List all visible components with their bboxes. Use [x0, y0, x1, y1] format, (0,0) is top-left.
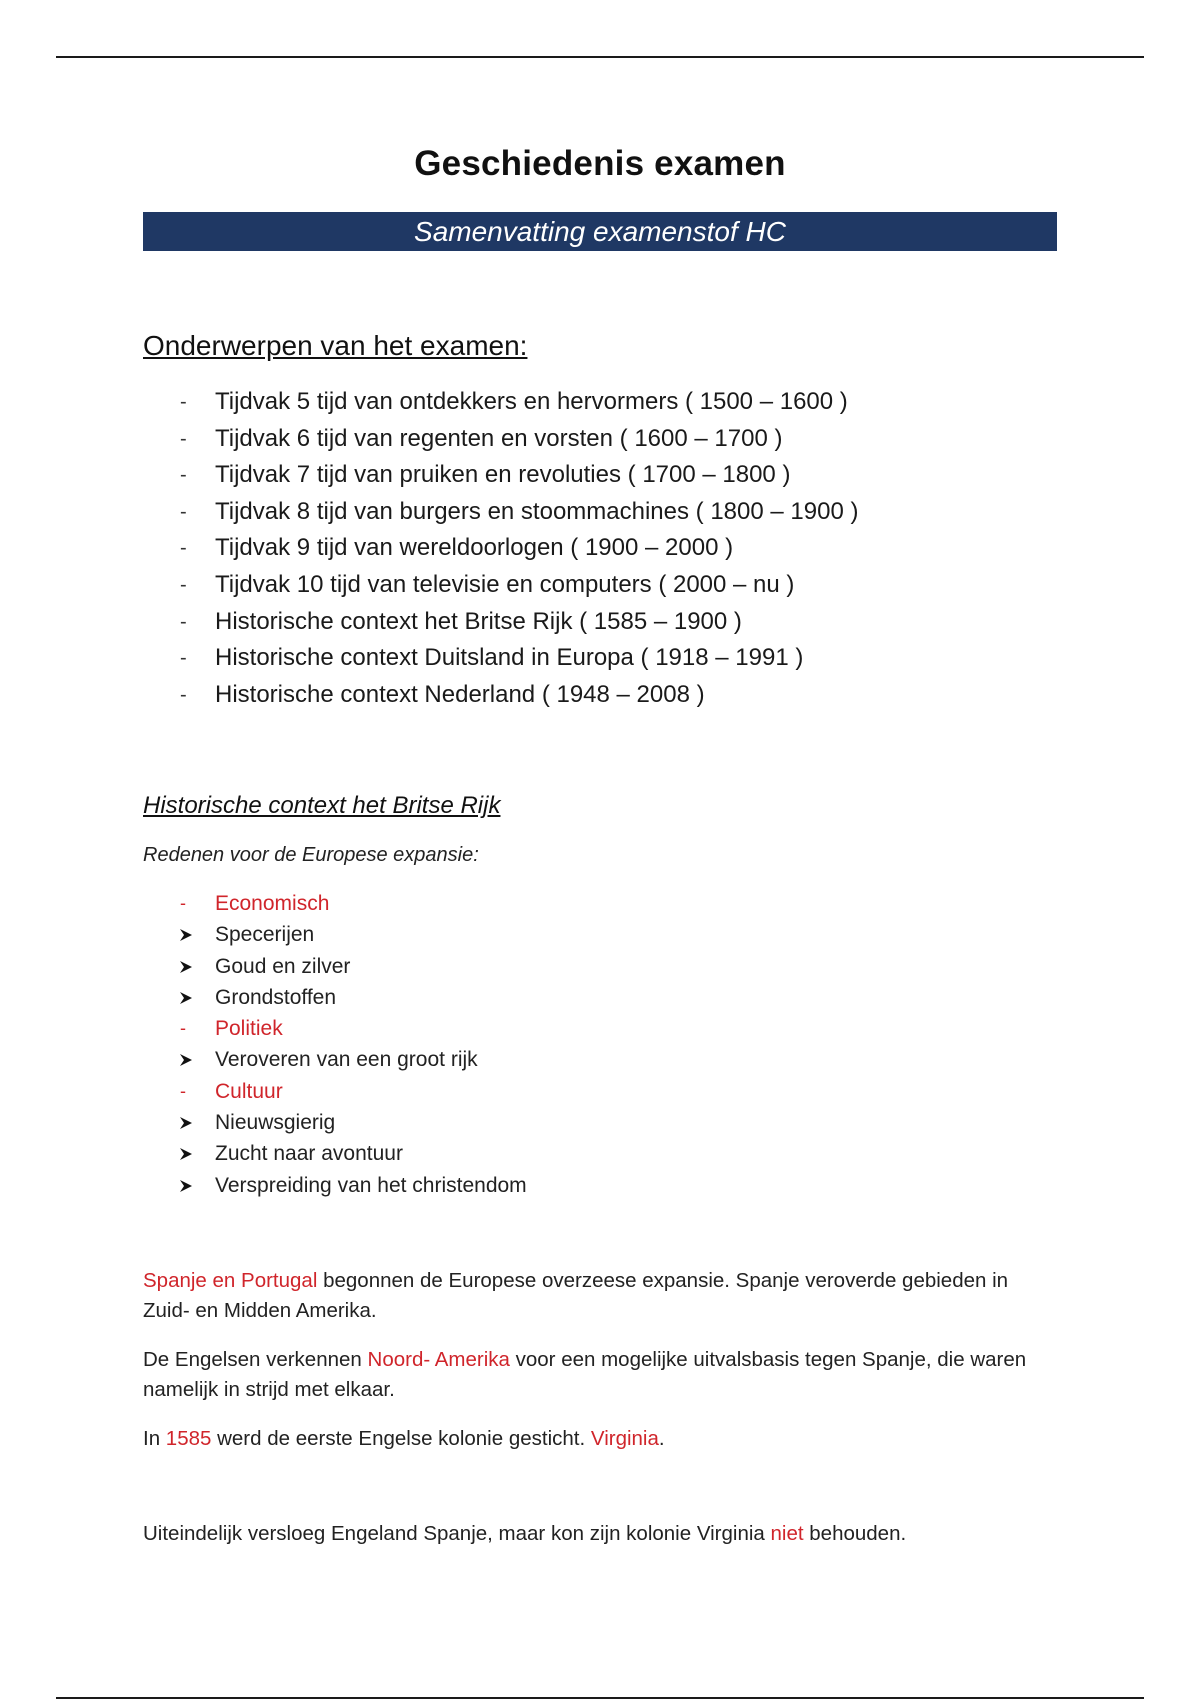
- category-item: - Cultuur: [143, 1076, 527, 1107]
- dash-bullet-icon: -: [180, 1080, 186, 1101]
- topics-heading: Onderwerpen van het examen:: [143, 330, 528, 361]
- category-item: - Politiek: [143, 1013, 527, 1044]
- arrowhead-bullet-icon: [179, 960, 193, 974]
- dash-bullet-icon: -: [180, 391, 187, 413]
- list-item: - Tijdvak 8 tijd van burgers en stoommachines ( 1800 – 1900 ): [143, 494, 858, 531]
- reasons-list: [143, 888, 527, 1201]
- section-subheading: Redenen voor de Europese expansie:: [143, 844, 479, 866]
- arrowhead-bullet-icon: [179, 1116, 193, 1130]
- list-item: Goud en zilver: [143, 951, 527, 982]
- list-item: - Tijdvak 6 tijd van regenten en vorsten ( 1600 – 1700 ): [143, 421, 858, 458]
- page-title: Geschiedenis examen: [414, 144, 786, 183]
- list-item: - Historische context het Britse Rijk ( 1585 – 1900 ): [143, 604, 858, 641]
- list-item: Grondstoffen: [143, 982, 527, 1013]
- arrowhead-bullet-icon: [179, 928, 193, 942]
- dash-bullet-icon: -: [180, 573, 187, 596]
- paragraph: De Engelsen verkennen Noord- Amerika voor een mogelijke uitvalsbasis tegen Spanje, die waren namelijk in strijd met elkaar.: [143, 1348, 1027, 1401]
- list-item: Zucht naar avontuur: [143, 1138, 527, 1169]
- topics-list: [143, 384, 858, 713]
- dash-bullet-icon: -: [180, 500, 187, 523]
- arrowhead-bullet-icon: [179, 1147, 193, 1161]
- list-item: Nieuwsgierig: [143, 1107, 527, 1138]
- section-heading-britse-rijk: Historische context het Britse Rijk: [143, 792, 501, 819]
- list-item: Specerijen: [143, 919, 527, 950]
- list-item: - Tijdvak 5 tijd van ontdekkers en hervormers ( 1500 – 1600 ): [143, 384, 858, 421]
- list-item: - Historische context Duitsland in Europa ( 1918 – 1991 ): [143, 640, 858, 677]
- arrowhead-bullet-icon: [179, 1179, 193, 1193]
- dash-bullet-icon: -: [180, 647, 187, 670]
- dash-bullet-icon: -: [180, 893, 186, 913]
- category-item: - Economisch: [143, 888, 527, 919]
- list-item: - Tijdvak 10 tijd van televisie en computers ( 2000 – nu ): [143, 567, 858, 604]
- top-rule: [56, 56, 1144, 58]
- list-item: - Tijdvak 7 tijd van pruiken en revoluties ( 1700 – 1800 ): [143, 457, 858, 494]
- arrowhead-bullet-icon: [179, 1053, 193, 1067]
- paragraph: In 1585 werd de eerste Engelse kolonie gesticht. Virginia.: [143, 1427, 665, 1450]
- list-item: Veroveren van een groot rijk: [143, 1044, 527, 1075]
- dash-bullet-icon: -: [180, 427, 187, 450]
- dash-bullet-icon: -: [180, 610, 187, 633]
- list-item: Verspreiding van het christendom: [143, 1170, 527, 1201]
- dash-bullet-icon: -: [180, 537, 187, 560]
- list-item: - Historische context Nederland ( 1948 – 2008 ): [143, 677, 858, 714]
- arrowhead-bullet-icon: [179, 991, 193, 1005]
- dash-bullet-icon: -: [180, 1018, 186, 1039]
- list-item: - Tijdvak 9 tijd van wereldoorlogen ( 1900 – 2000 ): [143, 530, 858, 567]
- paragraph: Uiteindelijk versloeg Engeland Spanje, maar kon zijn kolonie Virginia niet behouden.: [143, 1522, 907, 1545]
- dash-bullet-icon: -: [180, 683, 187, 706]
- paragraph: Spanje en Portugal begonnen de Europese overzeese expansie. Spanje veroverde gebieden in Zuid- en Midden Amerika.: [143, 1269, 1009, 1322]
- bottom-rule: [56, 1697, 1144, 1699]
- subtitle-banner: Samenvatting examenstof HC: [143, 212, 1057, 251]
- dash-bullet-icon: -: [180, 464, 187, 487]
